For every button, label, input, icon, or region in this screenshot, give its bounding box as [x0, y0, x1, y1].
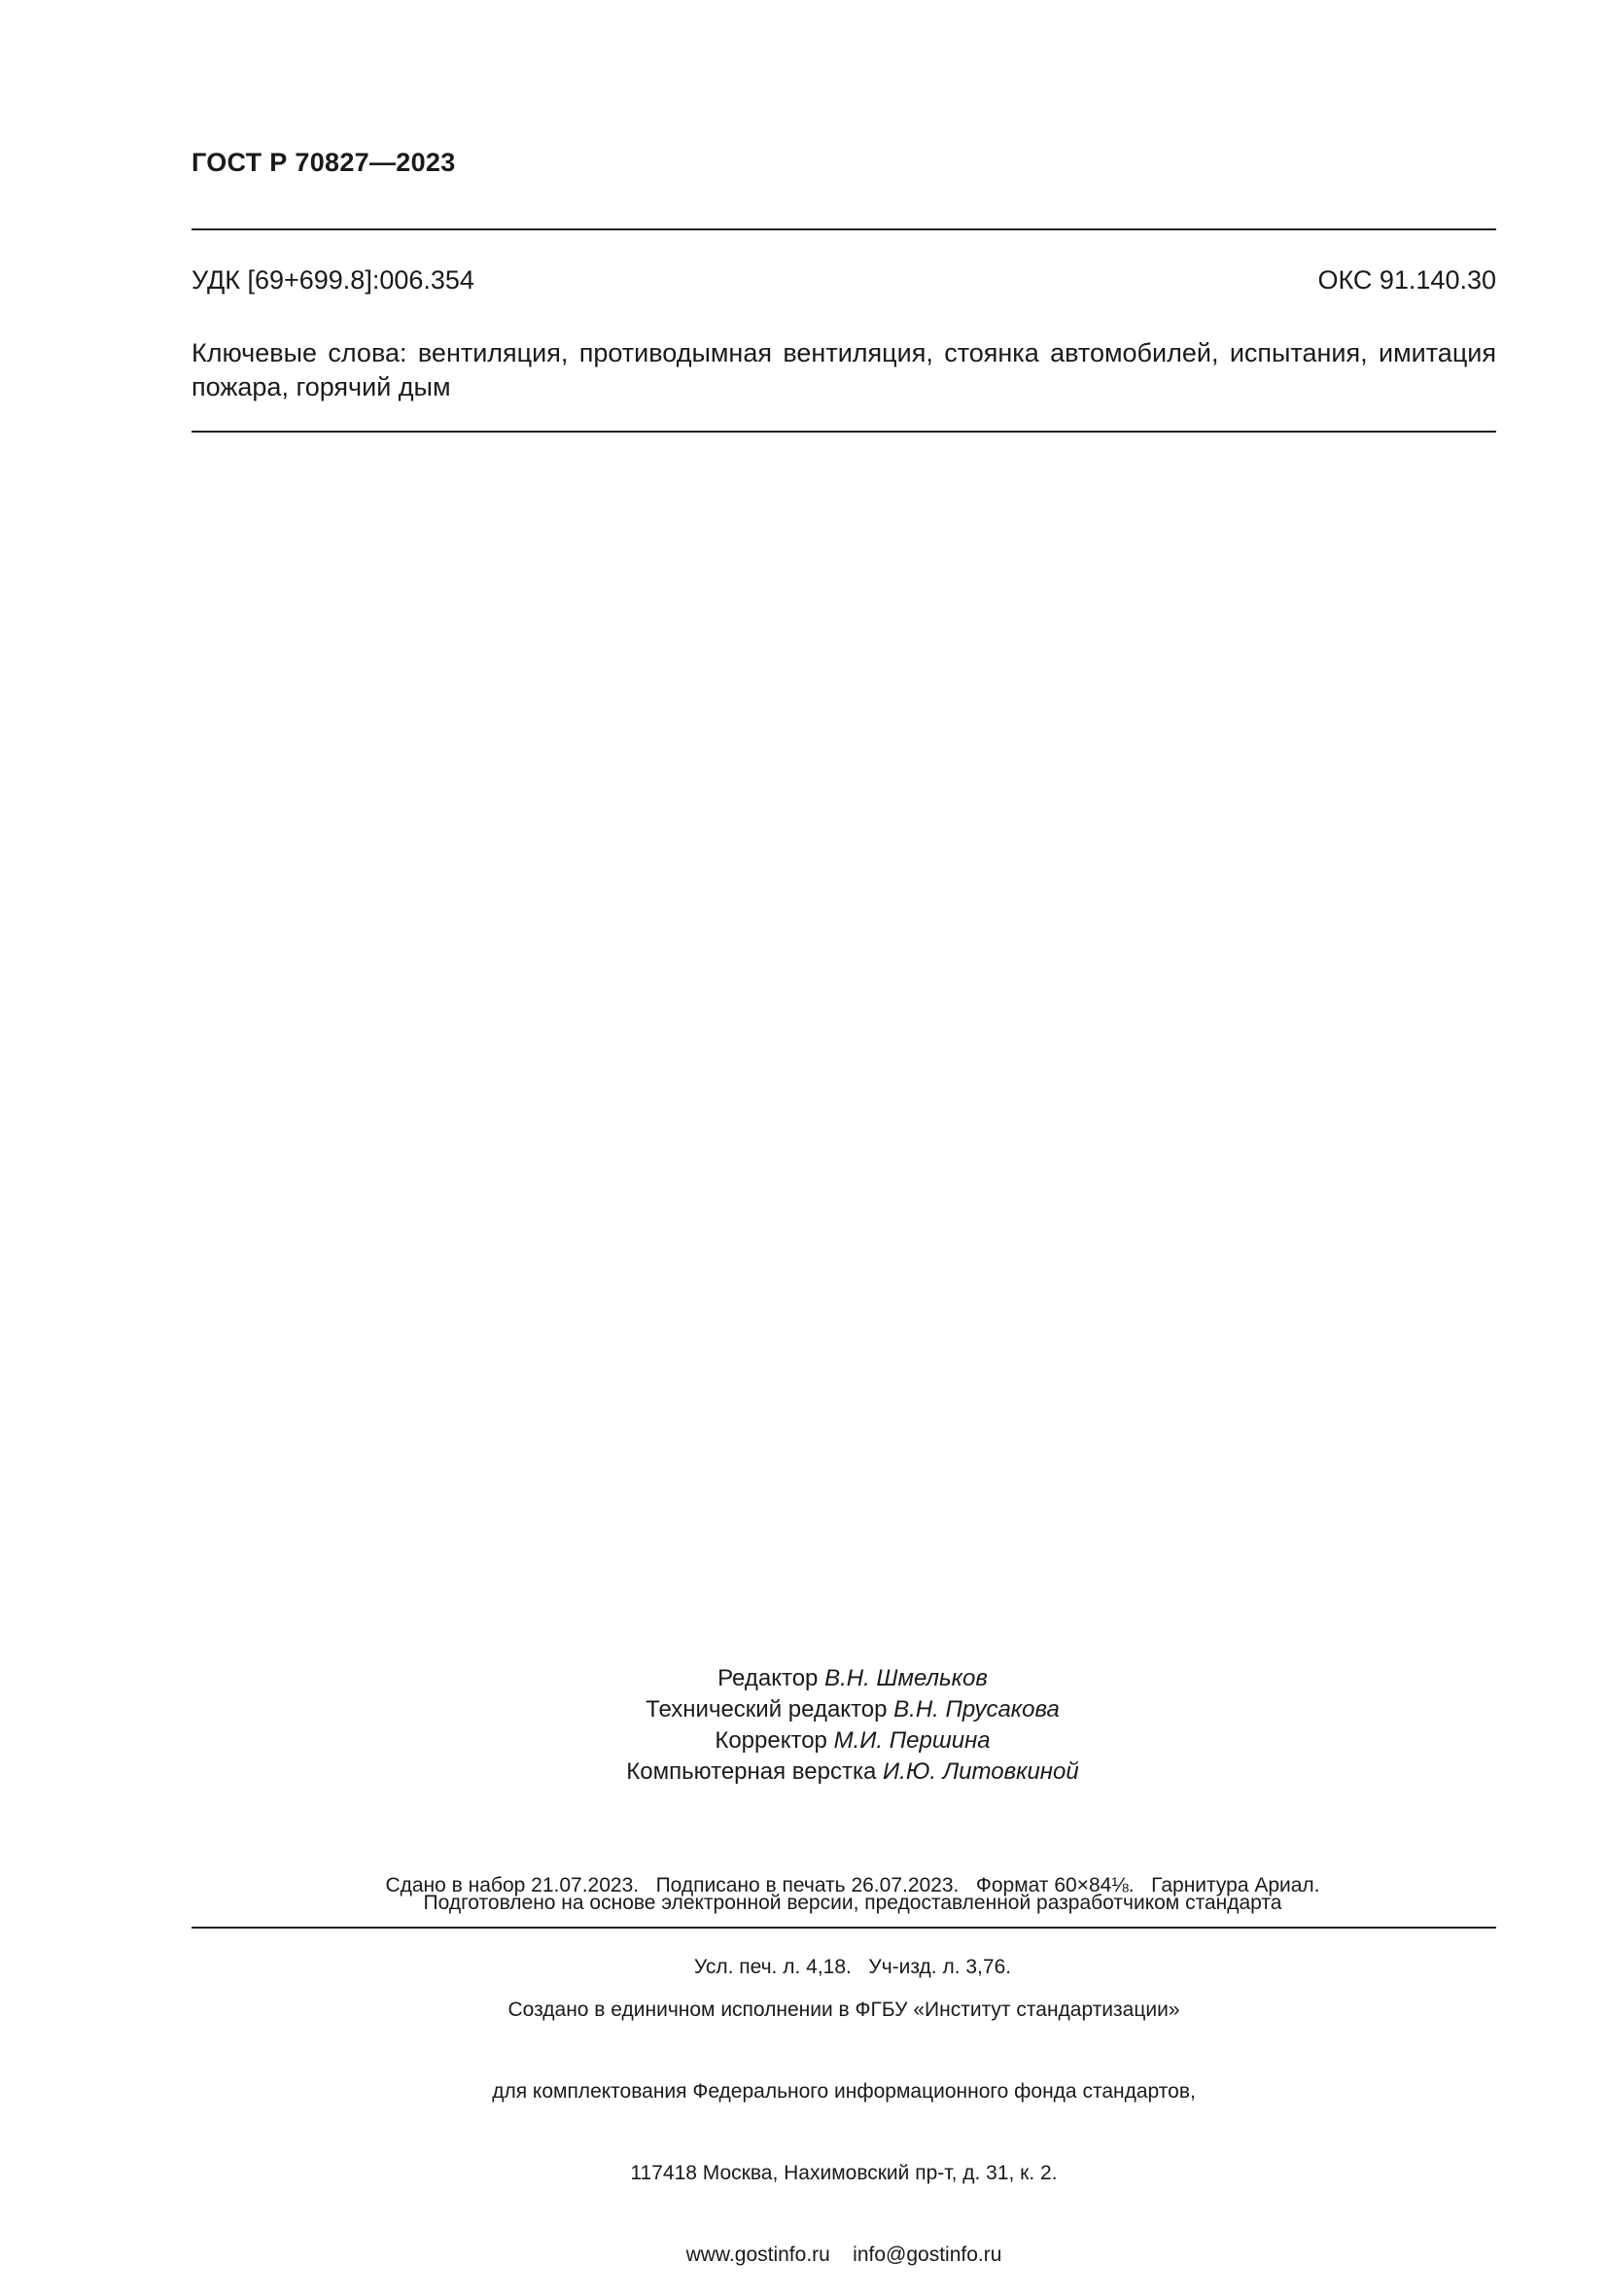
publisher-line-3: 117418 Москва, Нахимовский пр-т, д. 31, к. 2. — [630, 2162, 1058, 2184]
publisher-line-1: Создано в единичном исполнении в ФГБУ «Институт стандартизации» — [507, 1999, 1180, 2021]
keywords-divider — [192, 431, 1496, 433]
document-code: ГОСТ Р 70827—2023 — [192, 148, 456, 177]
publisher-line-4: www.gostinfo.ru info@gostinfo.ru — [685, 2244, 1002, 2266]
prepared-note: Подготовлено на основе электронной версии, предоставленной разработчиком стандарта — [423, 1892, 1282, 1914]
credit-name: И.Ю. Литовкиной — [883, 1758, 1079, 1785]
credit-role: Технический редактор — [646, 1696, 888, 1722]
credit-name: В.Н. Шмельков — [824, 1665, 988, 1691]
print-info-line-1: Сдано в набор 21.07.2023. Подписано в печать 26.07.2023. Формат 60×84⅛. Гарнитура Ариал. — [385, 1874, 1320, 1896]
credit-layout — [192, 1757, 1514, 1788]
credit-name: В.Н. Прусакова — [893, 1696, 1060, 1722]
credit-proofreader — [192, 1725, 1514, 1757]
credit-role: Корректор — [715, 1727, 827, 1754]
credit-role: Редактор — [717, 1665, 819, 1691]
oks-code: ОКС 91.140.30 — [1317, 265, 1496, 295]
print-info-line-2: Усл. печ. л. 4,18. Уч-изд. л. 3,76. — [693, 1956, 1012, 1978]
credits-block — [192, 1663, 1514, 1788]
bottom-divider — [192, 1927, 1496, 1929]
credit-role: Компьютерная верстка — [626, 1758, 877, 1785]
credit-technical-editor — [192, 1694, 1514, 1725]
credit-name: М.И. Першина — [833, 1727, 991, 1754]
credit-editor — [192, 1663, 1514, 1694]
publisher-line-2: для комплектования Федерального информационного фонда стандартов, — [492, 2080, 1196, 2103]
top-divider — [192, 228, 1496, 230]
keywords-paragraph: Ключевые слова: вентиляция, противодымная вентиляция, стоянка автомобилей, испытания, имитация пожара, горячий дым — [192, 338, 1496, 401]
publisher-block — [192, 1942, 1496, 2296]
udk-code: УДК [69+699.8]:006.354 — [192, 265, 474, 295]
